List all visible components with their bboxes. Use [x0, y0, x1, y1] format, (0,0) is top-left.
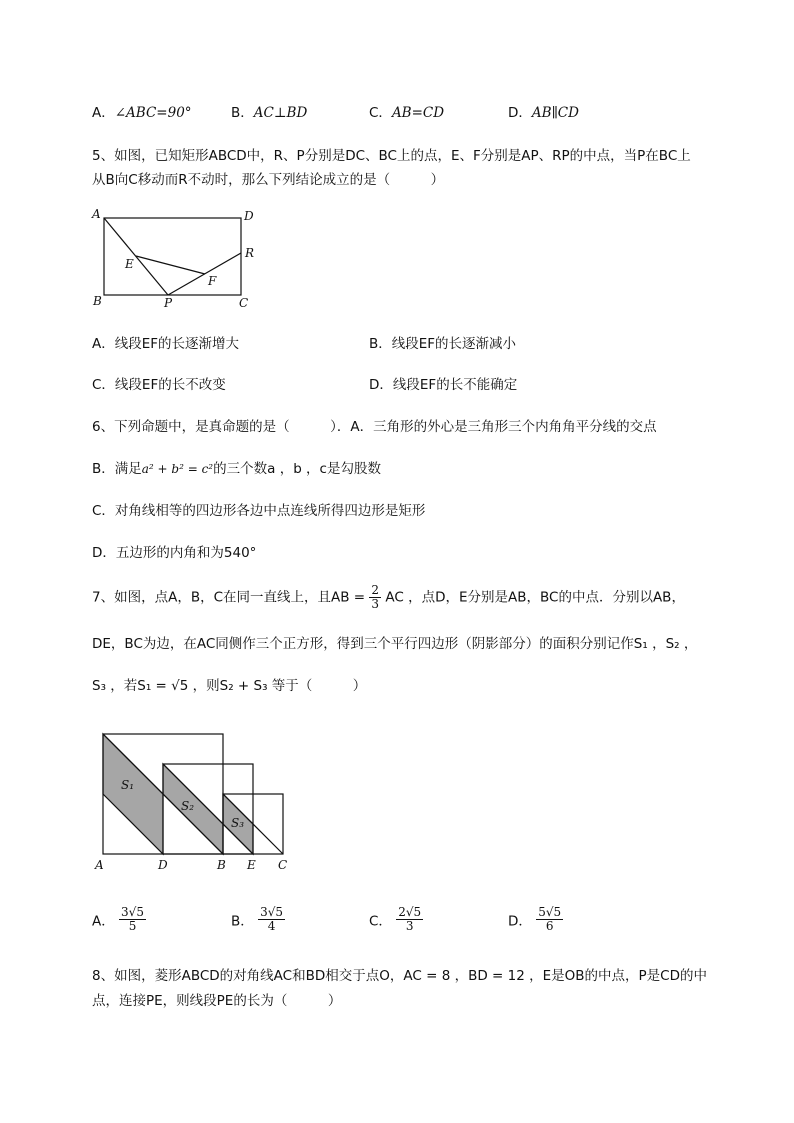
q7-fraction: $\frac{2}{3}$ — [371, 583, 380, 611]
q5-label-d: D — [244, 209, 254, 223]
q5-option-c: C．线段EF的长不改变 — [92, 377, 226, 393]
q7-option-d: D． $\frac{5√5}{6}$ — [508, 905, 562, 933]
q5-option-a: A．线段EF的长逐渐增大 — [92, 336, 240, 352]
q7-stem-line1: 7、如图，点A，B，C在同一直线上，且AB = $\frac{2}{3}$ AC ，点D，E分别是AB，BC的中点．分别以AB， — [92, 583, 685, 611]
q6-option-c: C．对角线相等的四边形各边中点连线所得四边形是矩形 — [92, 503, 426, 519]
q7-parallelogram-s1 — [103, 734, 163, 854]
q5-label-a: A — [92, 207, 101, 221]
q7-label-c: C — [278, 858, 288, 872]
q7-label-s1: S₁ — [121, 778, 135, 792]
q5-option-d: D．线段EF的长不能确定 — [369, 377, 518, 393]
q4-option-b-text: AC⊥BD — [253, 105, 308, 121]
q4-option-d: D．AB∥CD — [508, 105, 579, 121]
q4-option-c-text: AB=CD — [391, 105, 445, 121]
q7-label-s2: S₂ — [181, 799, 195, 813]
q7-stem-line3: S₃ ，若S₁ = √5 ，则S₂ + S₃ 等于（ ） — [92, 678, 367, 694]
q7-label-s3: S₃ — [231, 816, 245, 830]
q7-squares-figure — [90, 726, 300, 876]
q4-option-b: B．AC⊥BD — [231, 105, 308, 121]
q7-label-a: A — [95, 858, 104, 872]
q4-option-a-text: ∠ABC=90° — [114, 105, 192, 121]
q5-stem-line2: 从B向C移动而R不动时，那么下列结论成立的是（ ） — [92, 172, 445, 188]
q7-option-c: C． $\frac{2√5}{3}$ — [369, 905, 422, 933]
q7-label-d: D — [158, 858, 168, 872]
q5-label-f: F — [208, 274, 217, 288]
q7-option-b: B． $\frac{3√5}{4}$ — [231, 905, 283, 933]
q5-option-b: B．线段EF的长逐渐减小 — [369, 336, 517, 352]
q5-label-b: B — [93, 294, 102, 308]
q5-label-c: C — [239, 296, 249, 310]
q5-label-e: E — [125, 257, 134, 271]
q5-rectangle-figure — [88, 204, 268, 310]
q8-stem-line2: 点，连接PE，则线段PE的长为（ ） — [92, 993, 342, 1009]
q6-option-b: B．满足a² + b² = c²的三个数a ，b ，c是勾股数 — [92, 461, 381, 477]
q4-option-a: A．∠ABC=90° — [92, 105, 192, 121]
q5-label-r: R — [245, 246, 255, 260]
q4-option-d-text: AB∥CD — [531, 105, 579, 121]
q7-label-b: B — [217, 858, 226, 872]
q6-option-d: D．五边形的内角和为540° — [92, 545, 257, 561]
q5-stem-line1: 5、如图，已知矩形ABCD中，R、P分别是DC、BC上的点，E、F分别是AP、RP的中点，当P在BC上 — [92, 148, 691, 164]
q6-stem: 6、下列命题中，是真命题的是（ ）．A．三角形的外心是三角形三个内角角平分线的交点 — [92, 419, 657, 435]
q6-option-b-formula: a² + b² = c² — [141, 462, 214, 476]
q4-option-c: C．AB=CD — [369, 105, 445, 121]
q8-stem-line1: 8、如图，菱形ABCD的对角线AC和BD相交于点O，AC = 8 ，BD = 12 ，E是OB的中点，P是CD的中 — [92, 968, 707, 984]
q7-option-a: A． $\frac{3√5}{5}$ — [92, 905, 144, 933]
q7-label-e: E — [247, 858, 256, 872]
q5-label-p: P — [164, 296, 173, 310]
q7-stem-line2: DE，BC为边，在AC同侧作三个正方形，得到三个平行四边形（阴影部分）的面积分别记作S₁ ，S₂ ， — [92, 636, 698, 652]
